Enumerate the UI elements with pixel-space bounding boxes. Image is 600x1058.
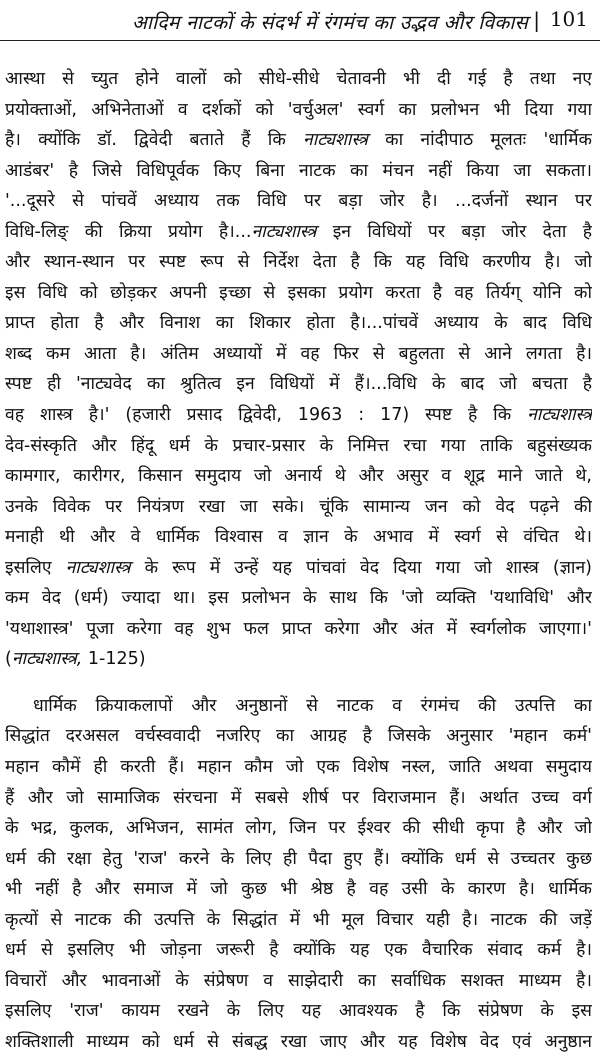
text-segment: इन विधियों पर बड़ा जोर देता है — [316, 221, 592, 242]
body-text — [5, 64, 592, 1058]
text-segment: इसलिए — [5, 557, 66, 578]
text-line: हैं और जो सामाजिक संरचना में सबसे शीर्ष पर विराजमान हैं। अर्थात उच्च वर्ग — [5, 787, 592, 808]
text-line — [5, 125, 592, 156]
text-line: मनाही थी और वे धार्मिक विश्वास व ज्ञान के अभाव में स्वर्ग से वंचित थे। — [5, 527, 592, 548]
text-line: 'यथाशास्त्र' पूजा करेगा वह शुभ फल प्राप्त करेगा और अंत में स्वर्गलोक जाएगा।' — [5, 618, 592, 639]
text-line: प्राप्त होता है और विनाश का शिकार होता है।...पांचवें अध्याय के बाद विधि — [5, 313, 592, 334]
text-line — [5, 400, 592, 431]
text-line: इसलिए 'राज' कायम रखने के लिए यह आवश्यक है कि संप्रेषण के इस — [5, 1001, 592, 1022]
text-line: आडंबर' है जिसे विधिपूर्वक किए बिना नाटक का मंचन नहीं किया जा सकता। — [5, 160, 592, 181]
text-line — [5, 644, 592, 675]
text-line: कृत्यों से नाटक की उत्पत्ति के सिद्धांत में भी मूल विचार यही है। नाटक की जड़ें — [5, 909, 592, 930]
text-line: उनके विवेक पर नियंत्रण रखा जा सके। चूंकि सामान्य जन को वेद पढ़ने की — [5, 496, 592, 517]
italic-title: नाट्यशास्त्र — [527, 405, 592, 426]
text-segment: के रूप में उन्हें यह पांचवां वेद दिया गया जो शास्त्र (ज्ञान) — [130, 557, 592, 578]
text-line: आस्था से च्युत होने वालों को सीधे-सीधे चेतावनी भी दी गई है तथा नए — [5, 69, 592, 89]
text-segment: ( — [5, 649, 12, 670]
text-line: धार्मिक क्रियाकलापों और अनुष्ठानों से नाटक व रंगमंच की उत्पत्ति का — [33, 695, 592, 716]
text-line: प्रयोक्ताओं, अभिनेताओं व दर्शकों को 'वर्चुअल' स्वर्ग का प्रलोभन भी दिया गया — [5, 99, 592, 120]
paragraph-gap — [5, 675, 592, 691]
text-line — [5, 553, 592, 584]
text-line: विचारों और भावनाओं के संप्रेषण व साझेदारी का सर्वाधिक सशक्त माध्यम है। — [5, 970, 592, 991]
running-header-title: आदिम नाटकों के संदर्भ में रंगमंच का उद्भव और विकास — [132, 11, 528, 34]
header-separator: | — [533, 8, 540, 32]
text-line: इस विधि को छोड़कर अपनी इच्छा से इसका प्रयोग करता है वह तिर्यग् योनि को — [5, 282, 592, 303]
text-line: सिद्धांत दरअसल वर्चस्ववादी नजरिए का आग्रह है जिसके अनुसार 'महान कर्म' — [5, 726, 592, 747]
running-header — [0, 6, 600, 41]
italic-title: नाट्यशास्त्र — [303, 130, 368, 151]
text-segment: है। क्योंकि डॉ. द्विवेदी बताते हैं कि — [5, 130, 304, 151]
paragraph-1 — [5, 64, 592, 675]
text-line: महान कौमें ही करती हैं। महान कौम जो एक विशेष नस्ल, जाति अथवा समुदाय — [5, 757, 592, 778]
italic-title: नाट्यशास्त्र — [251, 221, 317, 242]
text-segment: विधि-लिङ् की क्रिया प्रयोग है।... — [5, 221, 252, 242]
italic-title: नाट्यशास्त्र — [65, 557, 131, 578]
text-line: कामगार, कारीगर, किसान समुदाय जो अनार्य थे और असुर व शूद्र माने जाते थे, — [5, 466, 592, 487]
page-number: 101 — [549, 7, 588, 31]
text-line: और स्थान-स्थान पर स्पष्ट रूप से निर्देश देता है कि यह विधि करणीय है। जो — [5, 252, 592, 273]
italic-title: नाट्यशास्त्र, — [11, 649, 83, 670]
text-line: भी नहीं है और समाज में जो कुछ भी श्रेष्ठ है वह उसी के कारण है। धार्मिक — [5, 879, 592, 900]
text-line: के भद्र, कुलक, अभिजन, सामंत लोग, जिन पर ईश्वर की सीधी कृपा है और जो — [5, 818, 592, 839]
text-line — [5, 217, 592, 248]
text-line: धर्म की रक्षा हेतु 'राज' करने के लिए ही पैदा हुए हैं। क्योंकि धर्म से उच्चतर कुछ — [5, 848, 592, 869]
text-line: शक्तिशाली माध्यम को धर्म से संबद्ध रखा जाए और यह विशेष वेद एवं अनुष्ठान — [5, 1031, 592, 1052]
text-line: कम वेद (धर्म) ज्यादा था। इस प्रलोभन के साथ कि 'जो व्यक्ति 'यथाविधि' और — [5, 588, 592, 609]
text-segment: वह शास्त्र है।' (हजारी प्रसाद द्विवेदी, 1963 : 17) स्पष्ट है कि — [5, 405, 528, 426]
paragraph-2 — [5, 691, 592, 1058]
text-segment: 1-125) — [82, 649, 146, 670]
text-line: शब्द कम आता है। अंतिम अध्यायों में वह फिर से बहुलता से आने लगता है। — [5, 343, 592, 364]
text-segment: का नांदीपाठ मूलतः 'धार्मिक — [367, 130, 592, 151]
text-line: धर्म से इसलिए भी जोड़ना जरूरी है क्योंकि यह एक वैचारिक संवाद कर्म है। — [5, 940, 592, 961]
text-line: स्पष्ट ही 'नाट्यवेद का श्रुतित्व इन विधियों में हैं।...विधि के बाद जो बचता है — [5, 374, 592, 395]
text-line: '...दूसरे से पांचवें अध्याय तक विधि पर बड़ा जोर है। ...दर्जनों स्थान पर — [5, 191, 592, 212]
text-line: देव-संस्कृति और हिंदू धर्म के प्रचार-प्रसार के निमित्त रचा गया ताकि बहुसंख्यक — [5, 435, 592, 456]
